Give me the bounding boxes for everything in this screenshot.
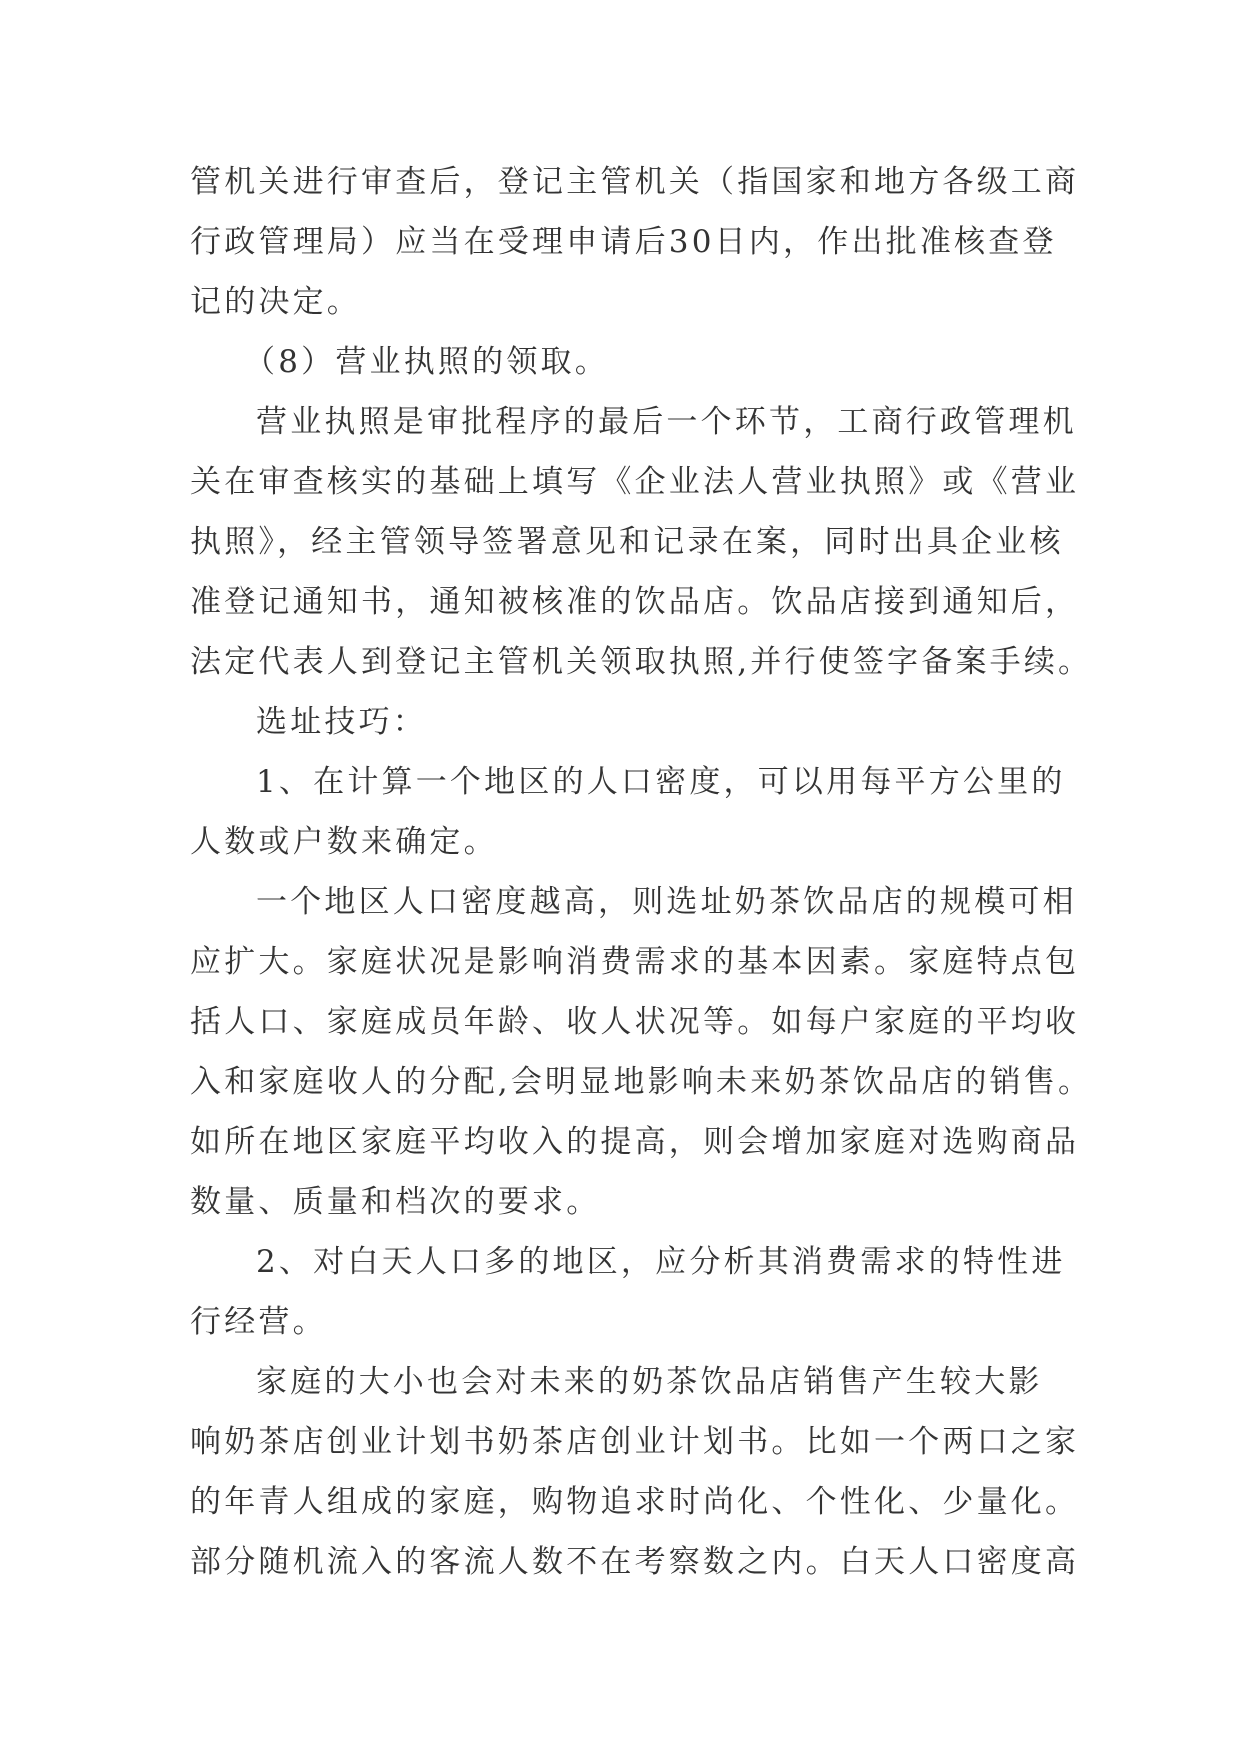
text-line: 如所在地区家庭平均收入的提高，则会增加家庭对选购商品 — [190, 1124, 1080, 1160]
text-line: 法定代表人到登记主管机关领取执照,并行使签字备案手续。 — [190, 644, 1093, 680]
text-line: 括人口、家庭成员年龄、收人状况等。如每户家庭的平均收 — [190, 1004, 1080, 1040]
document-body — [190, 158, 1093, 1598]
text-line: 应扩大。家庭状况是影响消费需求的基本因素。家庭特点包 — [190, 944, 1080, 980]
text-line: 部分随机流入的客流人数不在考察数之内。白天人口密度高 — [190, 1544, 1080, 1580]
text-line: 管机关进行审查后，登记主管机关（指国家和地方各级工商 — [190, 164, 1080, 200]
section-heading: （8）营业执照的领取。 — [244, 344, 609, 380]
text-line: 行经营。 — [190, 1304, 327, 1340]
text-line: 家庭的大小也会对未来的奶茶饮品店销售产生较大影 — [256, 1364, 1043, 1400]
text-line: 执照》，经主管领导签署意见和记录在案，同时出具企业核 — [190, 524, 1064, 560]
text-line: 准登记通知书，通知被核准的饮品店。饮品店接到通知后， — [190, 584, 1080, 620]
text-line: 营业执照是审批程序的最后一个环节，工商行政管理机 — [256, 404, 1077, 440]
text-line: 入和家庭收人的分配,会明显地影响未来奶茶饮品店的销售。 — [190, 1064, 1093, 1100]
list-item: 2、对白天人口多的地区，应分析其消费需求的特性进 — [256, 1244, 1066, 1280]
text-line: 人数或户数来确定。 — [190, 824, 498, 860]
list-item: 1、在计算一个地区的人口密度，可以用每平方公里的 — [256, 764, 1066, 800]
text-line: 响奶茶店创业计划书奶茶店创业计划书。比如一个两口之家 — [190, 1424, 1080, 1460]
text-line: 记的决定。 — [190, 284, 361, 320]
text-line: 的年青人组成的家庭，购物追求时尚化、个性化、少量化。 — [190, 1484, 1080, 1520]
section-heading: 选址技巧： — [256, 704, 427, 740]
text-line: 一个地区人口密度越高，则选址奶茶饮品店的规模可相 — [256, 884, 1077, 920]
text-line: 数量、质量和档次的要求。 — [190, 1184, 601, 1220]
text-line: 关在审查核实的基础上填写《企业法人营业执照》或《营业 — [190, 464, 1080, 500]
text-line: 行政管理局）应当在受理申请后30日内，作出批准核查登 — [190, 224, 1057, 260]
